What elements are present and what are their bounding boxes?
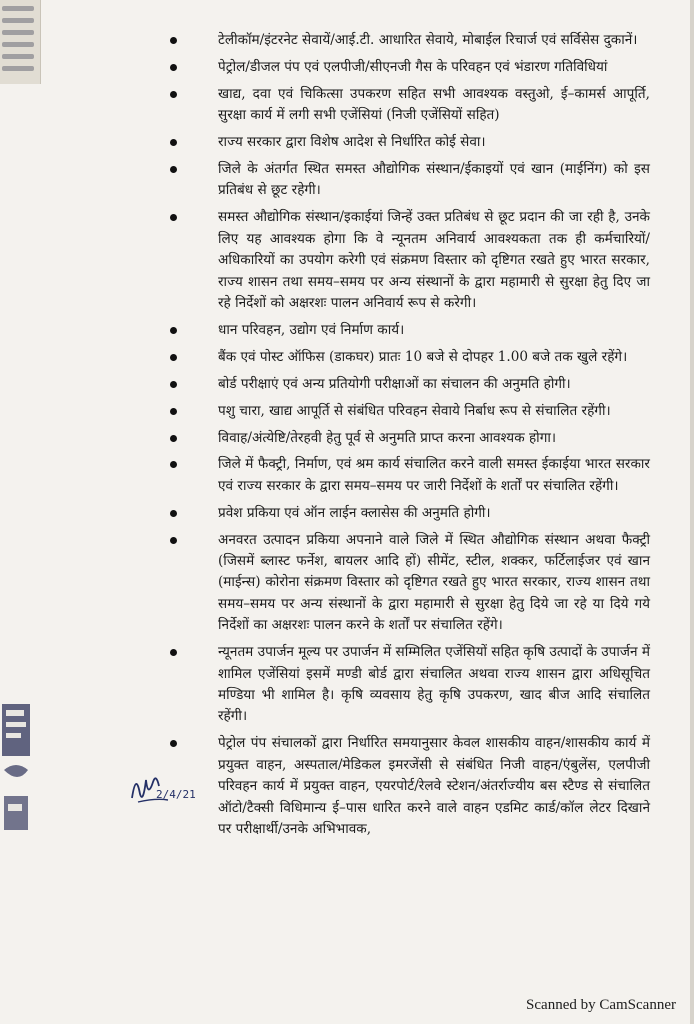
bullet-icon: [170, 91, 177, 98]
list-item-text: जिले में फैक्ट्री, निर्माण, एवं श्रम कार्य संचालित करने वाली समस्त ईकाईया भारत सरकार एवं राज्य सरकार के द्वारा समय–समय पर जारी निर्देशों के शर्तों पर संचालित रहेंगी।: [218, 456, 650, 494]
list-item: [170, 84, 650, 127]
list-item: [170, 503, 650, 524]
list-item: [170, 57, 650, 78]
office-stamp-image: [0, 700, 34, 840]
list-item-text: राज्य सरकार द्वारा विशेष आदेश से निर्धारित कोई सेवा।: [218, 134, 486, 151]
list-item: [170, 347, 650, 368]
list-item: [170, 159, 650, 202]
list-item: [170, 642, 650, 728]
svg-text:2/4/21: 2/4/21: [156, 788, 196, 801]
list-item-text: न्यूनतम उपार्जन मूल्य पर उपार्जन में सम्मिलित एजेंसियों सहित कृषि उत्पादों के उपार्जन में शामिल एजेंसियां इसमें मण्डी बोर्ड द्वारा संचालित अथवा राज्य शासन द्वारा अधिसूचित मण्डिया भी शामिल है। कृषि व्यवसाय हेतु कृषि उपकरण, खाद बीज आदि संचालित रहेंगी।: [218, 644, 650, 725]
list-item: [170, 733, 650, 840]
list-item-text: खाद्य, दवा एवं चिकित्सा उपकरण सहित सभी आवश्यक वस्तुओ, ई–कामर्स आपूर्ति, सुरक्षा कार्य में लगी सभी एजेंसियां (निजी एजेंसियों सहित): [218, 85, 650, 124]
list-item-text: अनवरत उत्पादन प्रकिया अपनाने वाले जिले में स्थित औद्योगिक संस्थान अथवा फैक्ट्री (जिसमें ब्लास्ट फर्नेश, बायलर आदि हों) सीमेंट, स्टील, शक्कर, फर्टिलाईजर एवं खान (माईन्स) कोरोना संक्रमण विस्तार को दृष्टिगत रखते हुए भारत सरकार, राज्य शासन तथा समय–समय पर अन्य संस्थानों के द्वारा महामारी से सुरक्षा हेतु दिये जा रहे या दिये गये निर्देशों का अक्षरशः पालन करने के शर्तों पर संचालित रहेंगे।: [218, 531, 650, 634]
list-item-text: प्रवेश प्रकिया एवं ऑन लाईन क्लासेस की अनुमति होगी।: [218, 504, 491, 521]
list-item: [170, 428, 650, 449]
list-item-text: बैंक एवं पोस्ट ऑफिस (डाकघर) प्रातः 10 बजे से दोपहर 1.00 बजे तक खुले रहेंगे।: [218, 348, 628, 365]
bullet-icon: [170, 139, 177, 146]
bullet-icon: [170, 354, 177, 361]
list-item: [170, 320, 650, 341]
bullet-icon: [170, 214, 177, 221]
list-item-text: पेट्रोल/डीजल पंप एवं एलपीजी/सीएनजी गैस के परिवहन एवं भंडारण गतिविधियां: [218, 58, 608, 75]
page-edge-shadow: [690, 0, 694, 1024]
bullet-icon: [170, 537, 177, 544]
list-item-text: पशु चारा, खाद्य आपूर्ति से संबंधित परिवहन सेवाये निर्बाध रूप से संचालित रहेंगी।: [218, 402, 611, 419]
scanner-watermark: Scanned by CamScanner: [526, 997, 676, 1013]
list-item-text: समस्त औद्योगिक संस्थान/इकाईयां जिन्हें उक्त प्रतिबंध से छूट प्रदान की जा रही है, उनके लिए यह आवश्यक होगा कि वे न्यूनतम अनिवार्य आवश्यकता तक ही कर्मचारियों/अधिकारियों का उपयोग करेगी एवं संक्रमण विस्तार को दृष्टिगत रखते हुए भारत सरकार, राज्य शासन तथा समय–समय पर अन्य संस्थानों के द्वारा महामारी से सुरक्षा हेतु दिए जा रहे निर्देशों को अक्षरशः पालन अनिवार्य रूप से करेगी।: [218, 209, 650, 311]
bullet-icon: [170, 64, 177, 71]
list-item-text: विवाह/अंत्येष्टि/तेरहवी हेतु पूर्व से अनुमति प्राप्त करना आवश्यक होगा।: [218, 429, 557, 446]
list-item: [170, 30, 650, 51]
list-item-text: जिले के अंतर्गत स्थित समस्त औद्योगिक संस्थान/ईकाइयों एवं खान (माईनिंग) को इस प्रतिबंध से छूट रहेगी।: [218, 161, 650, 199]
edge-of-underlying-page: [0, 0, 41, 84]
list-item: [170, 454, 650, 497]
bullet-icon: [170, 327, 177, 334]
bullet-icon: [170, 435, 177, 442]
bullet-icon: [170, 649, 177, 656]
list-item-text: बोर्ड परीक्षाएं एवं अन्य प्रतियोगी परीक्षाओं का संचालन की अनुमति होगी।: [218, 375, 571, 392]
bullet-icon: [170, 740, 177, 747]
list-item: [170, 401, 650, 422]
bullet-icon: [170, 461, 177, 468]
list-item: [170, 374, 650, 395]
bullet-icon: [170, 408, 177, 415]
list-item: [170, 207, 650, 314]
bullet-icon: [170, 510, 177, 517]
list-item-text: टेलीकॉम/इंटरनेट सेवायें/आई.टी. आधारित सेवाये, मोबाईल रिचार्ज एवं सर्विसेस दुकानें।: [218, 32, 638, 48]
bullet-icon: [170, 166, 177, 173]
list-item: [170, 530, 650, 637]
list-item-text: पेट्रोल पंप संचालकों द्वारा निर्धारित समयानुसार केवल शासकीय वाहन/शासकीय कार्य में प्रयुक्त वाहन, अस्पताल/मेडिकल इमरजेंसी से संबंधित निजी वाहन/एंबुलेंस, एलपीजी परिवहन कार्य में प्रयुक्त वाहन, एयरपोर्ट/रेलवे स्टेशन/अंतर्राज्यीय बस स्टैण्ड से संचालित ऑटो/टैक्सी विधिमान्य ई–पास धारित करने वाले वाहन एडमिट कार्ड/कॉल लेटर दिखाने पर परीक्षार्थी/उनके अभिभावक,: [218, 735, 650, 837]
list-item-text: धान परिवहन, उद्योग एवं निर्माण कार्य।: [218, 321, 405, 338]
exemption-list: [170, 30, 650, 846]
bullet-icon: [170, 381, 177, 388]
bullet-icon: [170, 37, 177, 44]
list-item: [170, 132, 650, 153]
